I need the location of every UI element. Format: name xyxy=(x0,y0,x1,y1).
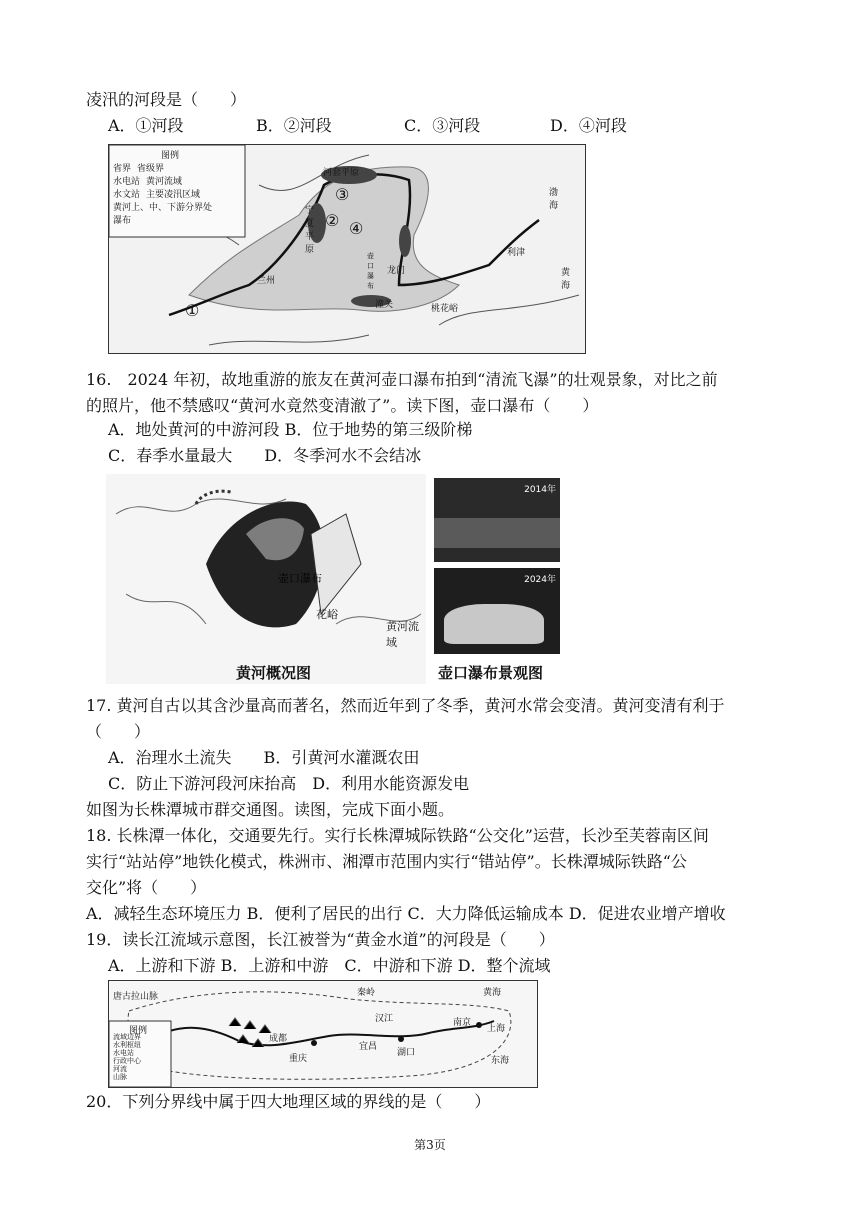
marker-4: ④ xyxy=(349,219,364,238)
legend-items xyxy=(113,161,243,226)
legend-item: 行政中心 xyxy=(113,1057,141,1065)
legend-item: 省界 xyxy=(113,164,132,174)
fig-label: 壶口瀑布 xyxy=(278,572,322,585)
legend-item: 流域边界 xyxy=(113,1033,141,1041)
fig-label: 花峪 xyxy=(316,608,338,621)
map-label: 南京 xyxy=(453,1018,472,1028)
legend-item: 河流 xyxy=(113,1065,127,1073)
legend-title: 图例 xyxy=(129,1026,148,1036)
q16-stem-line2: 的照片，他不禁感叹“黄河水竟然变清澈了”。读下图，壶口瀑布（ ） xyxy=(86,396,599,415)
q18-stem-line1: 18. 长株潭一体化，交通要先行。实行长株潭城际铁路“公交化”运营，长沙至芙蓉南区间 xyxy=(86,826,709,845)
map-label: 湖口 xyxy=(397,1048,416,1058)
q17-stem-line2: （ ） xyxy=(86,722,151,741)
map-label: 秦岭 xyxy=(357,988,376,998)
q17-options-row2: C．防止下游河段河床抬高 D．利用水能资源发电 xyxy=(108,774,470,793)
map-label: 黄海 xyxy=(483,988,502,998)
map-label: 汉江 xyxy=(375,1014,394,1024)
legend-item: 黄河上、中、下游分界处 xyxy=(113,203,213,213)
q19-options-row: A．上游和下游 B．上游和中游 C．中游和下游 D．整个流域 xyxy=(108,956,551,975)
page-footer: 第3页 xyxy=(414,1138,446,1152)
map-label: 宁夏平原 xyxy=(305,206,315,255)
map-label: 河套平原 xyxy=(323,168,360,178)
map-label: 东海 xyxy=(491,1056,510,1066)
legend-item: 省级界 xyxy=(137,164,165,174)
map-label: 兰州 xyxy=(257,276,276,286)
q15-stem-tail: 凌汛的河段是（ ） xyxy=(86,90,247,109)
legend-item: 瀑布 xyxy=(113,216,132,226)
legend-item: 水利枢纽 xyxy=(113,1041,141,1049)
legend-item: 山脉 xyxy=(113,1073,127,1081)
yellow-river-overview-map xyxy=(106,474,426,684)
q15-option-c: C．③河段 xyxy=(404,116,481,135)
q17-stem-line1: 17. 黄河自古以其含沙量高而著名，然而近年到了冬季，黄河水常会变清。黄河变清有利于 xyxy=(86,696,725,715)
legend-item: 黄河流域 xyxy=(146,177,183,187)
q17-options-row1: A．治理水土流失 B．引黄河水灌溉农田 xyxy=(108,748,420,767)
q18-options-row: A．减轻生态环境压力 B．便利了居民的出行 C．大力降低运输成本 D．促进农业增产增收 xyxy=(86,904,726,923)
q15-option-d: D．④河段 xyxy=(550,116,627,135)
fig-caption-right: 壶口瀑布景观图 xyxy=(438,664,544,682)
photo-2024 xyxy=(434,568,560,654)
photo-year: 2024年 xyxy=(524,575,556,585)
legend-title: 图例 xyxy=(161,151,180,161)
hukou-waterfall-photos xyxy=(434,478,560,684)
yellow-river-ice-map xyxy=(108,144,586,354)
fig-label: 黄河流域 xyxy=(386,620,419,649)
map-label: 龙门 xyxy=(387,266,406,276)
q15-option-b: B．②河段 xyxy=(256,116,332,135)
intro-18: 如图为长株潭城市群交通图。读图，完成下面小题。 xyxy=(86,800,455,819)
legend-item: 水文站 xyxy=(113,190,141,200)
marker-3: ③ xyxy=(335,185,350,204)
q16-options-row2: C．春季水量最大 D．冬季河水不会结冰 xyxy=(108,446,422,465)
map-label: 利津 xyxy=(507,248,526,258)
q19-stem: 19．读长江流域示意图，长江被誉为“黄金水道”的河段是（ ） xyxy=(86,930,555,949)
map-label: 渤海 xyxy=(549,188,559,211)
q16-stem-line1: 16. 2024 年初，故地重游的旅友在黄河壶口瀑布拍到“清流飞瀑”的壮观景象，对比之前 xyxy=(86,370,718,389)
map-label: 潼关 xyxy=(375,300,394,310)
map-label: 宜昌 xyxy=(359,1042,378,1052)
legend-item: 主要凌汛区域 xyxy=(146,190,201,200)
map-label: 黄海 xyxy=(561,268,571,291)
q18-stem-line3: 交化”将（ ） xyxy=(86,878,207,897)
q16-options-row1: A．地处黄河的中游河段 B．位于地势的第三级阶梯 xyxy=(108,420,473,439)
marker-2: ② xyxy=(325,211,340,230)
q15-option-a: A．①河段 xyxy=(108,116,184,135)
q20-stem: 20．下列分界线中属于四大地理区域的界线的是（ ） xyxy=(86,1092,491,1111)
map-label: 重庆 xyxy=(289,1054,308,1064)
yangtze-basin-map xyxy=(108,980,538,1088)
q18-stem-line2: 实行“站站停”地铁化模式，株洲市、湘潭市范围内实行“错站停”。长株潭城际铁路“公 xyxy=(86,852,687,871)
map-label: 桃花峪 xyxy=(431,304,459,314)
legend-items xyxy=(113,1033,141,1081)
map-label: 上海 xyxy=(487,1024,506,1034)
photo-2014 xyxy=(434,478,560,562)
map-label: 成都 xyxy=(269,1034,288,1044)
photo-year: 2014年 xyxy=(524,485,556,495)
legend-item: 水电站 xyxy=(113,177,141,187)
map-label: 唐古拉山脉 xyxy=(113,992,159,1002)
legend-item: 水电站 xyxy=(113,1049,134,1057)
map-label: 壶口瀑布 xyxy=(367,252,374,290)
marker-1: ① xyxy=(185,301,200,320)
fig-caption-left: 黄河概况图 xyxy=(236,664,312,682)
